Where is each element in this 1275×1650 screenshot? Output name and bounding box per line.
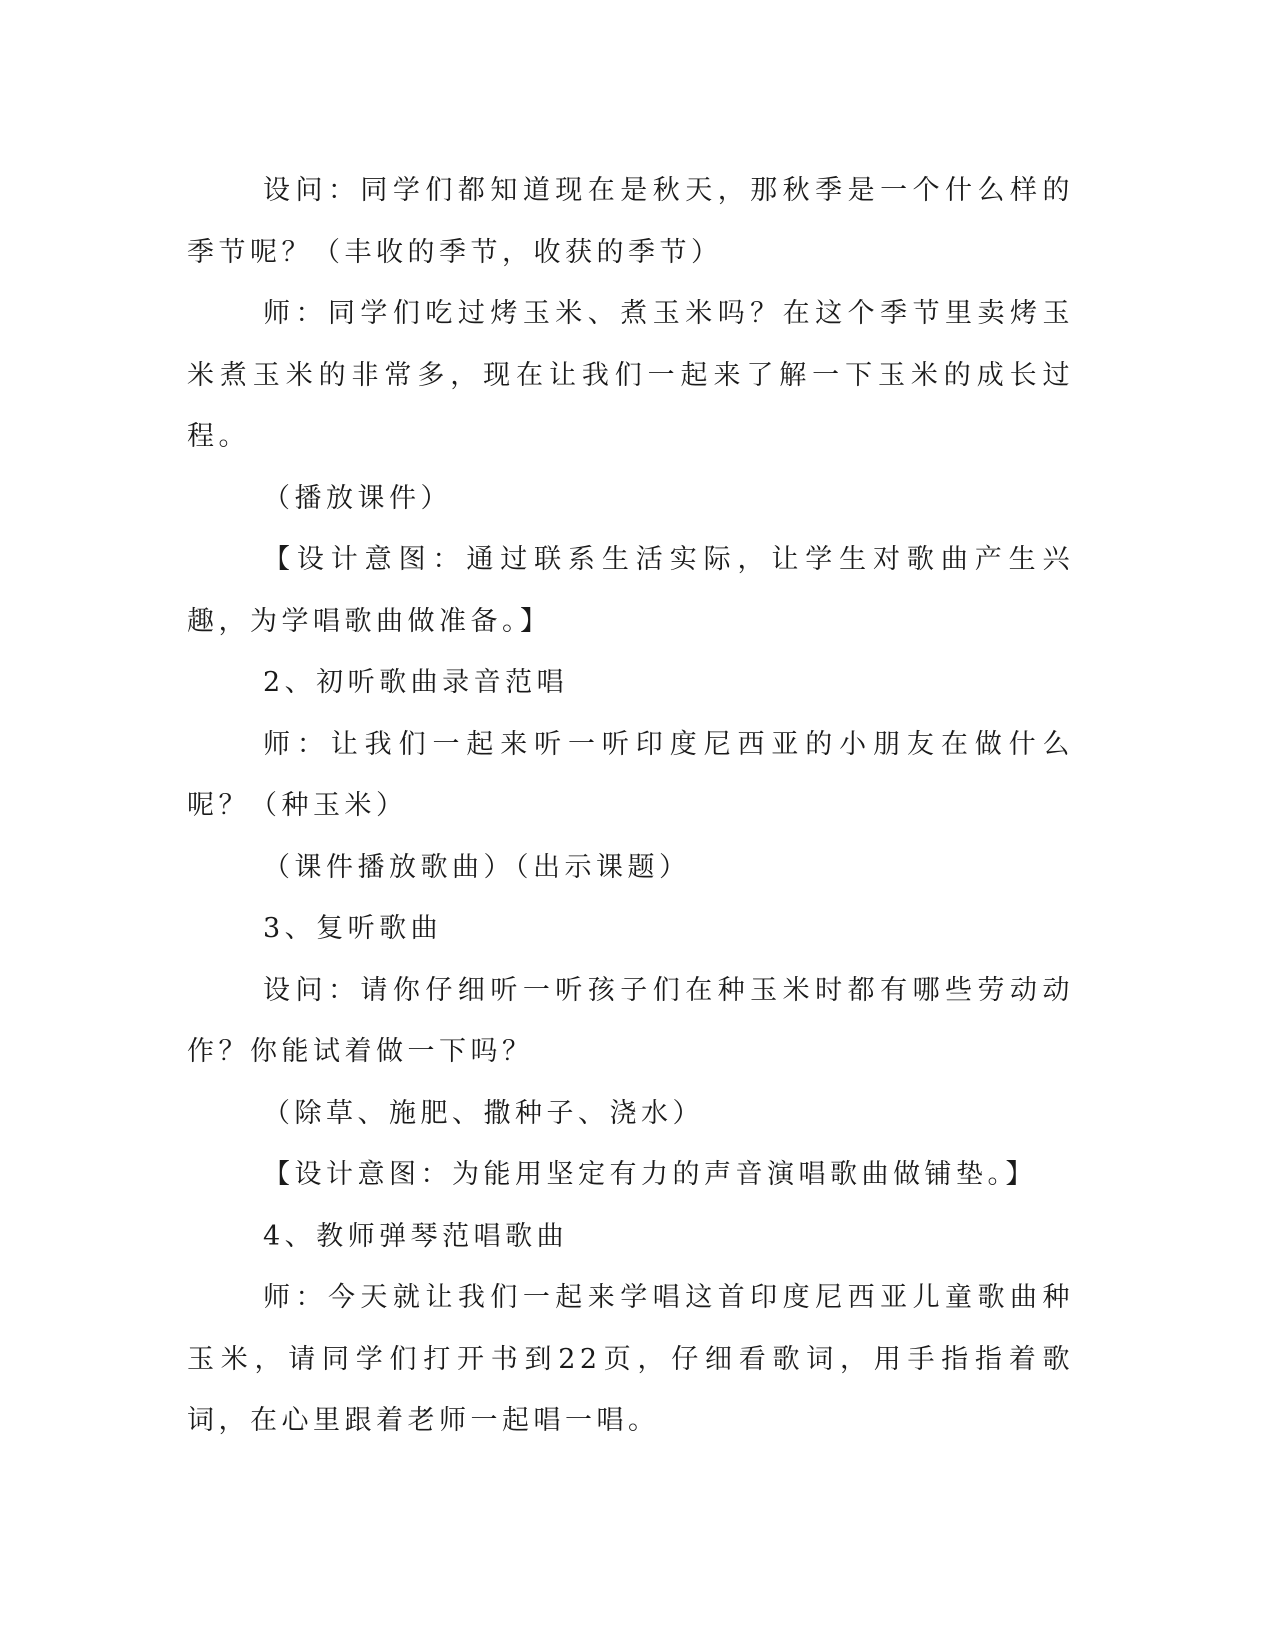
paragraph-step-2-heading: 2、初听歌曲录音范唱: [263, 667, 569, 698]
paragraph-play-courseware: （播放课件）: [263, 482, 452, 514]
paragraph-actions-list: （除草、施肥、撒种子、浇水）: [263, 1097, 704, 1129]
paragraph-teacher-corn: 师：同学们吃过烤玉米、煮玉米吗？在这个季节里卖烤玉米煮玉米的非常多，现在让我们一起来了解一下玉米的成长过程。: [187, 298, 1074, 452]
paragraph-design-intent-1: 【设计意图：通过联系生活实际，让学生对歌曲产生兴趣，为学唱歌曲做准备。】: [187, 544, 1074, 637]
paragraph-question-actions: 设问：请你仔细听一听孩子们在种玉米时都有哪些劳动动作？你能试着做一下吗？: [187, 974, 1074, 1067]
paragraph-design-intent-2: 【设计意图：为能用坚定有力的声音演唱歌曲做铺垫。】: [263, 1159, 1037, 1190]
document-body: [187, 160, 1074, 1452]
paragraph-step-3-heading: 3、复听歌曲: [263, 913, 443, 944]
paragraph-question-autumn: 设问：同学们都知道现在是秋天，那秋季是一个什么样的季节呢？（丰收的季节，收获的季节）: [187, 175, 1074, 268]
paragraph-play-song: （课件播放歌曲）（出示课题）: [263, 851, 691, 883]
paragraph-step-4-heading: 4、教师弹琴范唱歌曲: [263, 1220, 569, 1252]
paragraph-teacher-listen: 师：让我们一起来听一听印度尼西亚的小朋友在做什么呢？（种玉米）: [187, 728, 1074, 821]
paragraph-teacher-sing: 师：今天就让我们一起来学唱这首印度尼西亚儿童歌曲种玉米，请同学们打开书到22页，仔细看歌词，用手指指着歌词，在心里跟着老师一起唱一唱。: [187, 1282, 1074, 1436]
